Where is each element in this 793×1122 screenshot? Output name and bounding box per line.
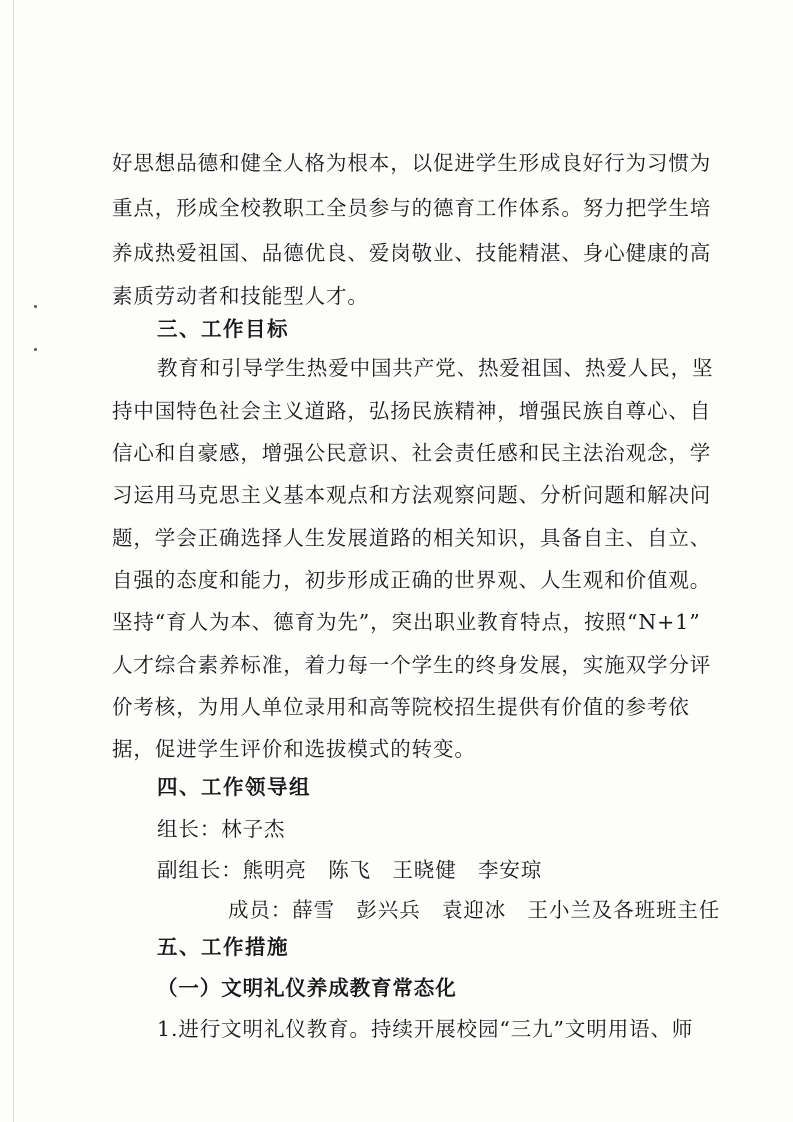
- body-text-line: 素质劳动者和技能型人才。: [112, 284, 369, 308]
- scan-speck: [34, 348, 37, 351]
- subsection-heading-etiquette: （一）文明礼仪养成教育常态化: [157, 976, 457, 1000]
- section-heading-measures: 五、工作措施: [157, 935, 289, 959]
- body-text-line: 题，学会正确选择人生发展道路的相关知识，具备自主、自立、: [112, 526, 712, 550]
- scan-speck: [34, 305, 37, 308]
- section-heading-goals: 三、工作目标: [157, 317, 289, 341]
- body-text-line: 1.进行文明礼仪教育。持续开展校园“三九”文明用语、师: [157, 1017, 694, 1041]
- members-line: 成员：薛雪 彭兴兵 袁迎冰 王小兰及各班班主任: [228, 898, 721, 922]
- body-text-line: 自强的态度和能力，初步形成正确的世界观、人生观和价值观。: [112, 568, 712, 592]
- body-text-line: 习运用马克思主义基本观点和方法观察问题、分析问题和解决问: [112, 483, 712, 507]
- body-text-line: 养成热爱祖国、品德优良、爱岗敬业、技能精湛、身心健康的高: [112, 241, 712, 265]
- body-text-line: 信心和自豪感，增强公民意识、社会责任感和民主法治观念，学: [112, 441, 712, 465]
- section-heading-leadership: 四、工作领导组: [157, 775, 311, 799]
- team-leader-line: 组长：林子杰: [157, 817, 286, 841]
- deputy-leaders-line: 副组长：熊明亮 陈飞 王晓健 李安琼: [157, 858, 543, 882]
- body-text-line: 价考核，为用人单位录用和高等院校招生提供有价值的参考依: [112, 695, 690, 719]
- body-text-line: 人才综合素养标准，着力每一个学生的终身发展，实施双学分评: [112, 653, 712, 677]
- page-edge-line: [13, 0, 14, 1122]
- body-text-line: 据，促进学生评价和选拔模式的转变。: [112, 737, 476, 761]
- body-text-line: 持中国特色社会主义道路，弘扬民族精神，增强民族自尊心、自: [112, 399, 712, 423]
- body-text-line: 教育和引导学生热爱中国共产党、热爱祖国、热爱人民，坚: [157, 356, 714, 380]
- body-text-line: 重点，形成全校教职工全员参与的德育工作体系。努力把学生培: [112, 196, 712, 220]
- body-text-line: 坚持“育人为本、德育为先”，突出职业教育特点，按照“N+1”: [112, 610, 701, 634]
- body-text-line: 好思想品德和健全人格为根本，以促进学生形成良好行为习惯为: [112, 151, 712, 175]
